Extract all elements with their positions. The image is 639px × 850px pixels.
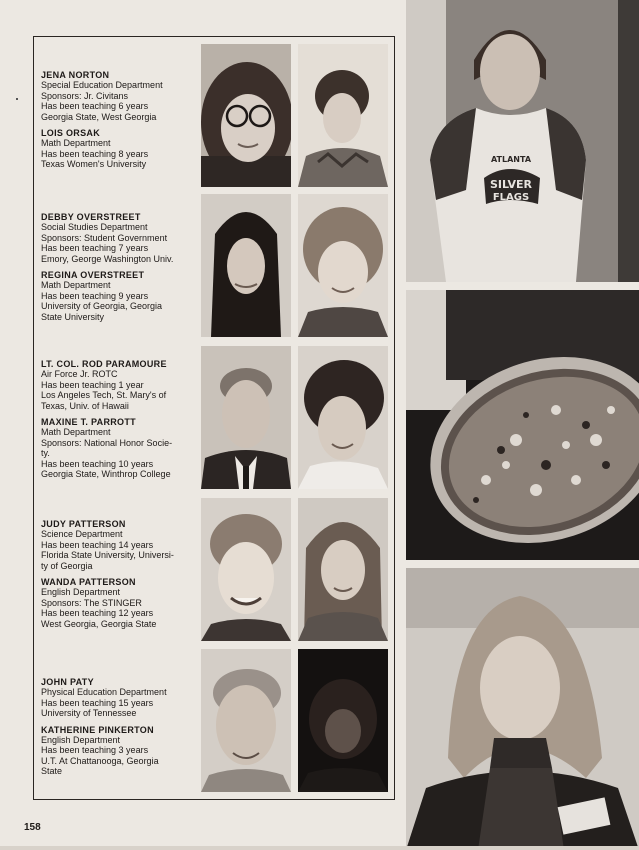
faculty-detail: U.T. At Chattanooga, Georgia [41, 755, 159, 766]
faculty-detail: Texas, Univ. of Hawaii [41, 400, 129, 411]
faculty-detail: Georgia State, West Georgia [41, 111, 157, 122]
faculty-detail: Air Force Jr. ROTC [41, 369, 118, 380]
faculty-detail: Social Studies Department [41, 222, 148, 233]
page-number: 158 [24, 822, 41, 833]
faculty-detail: Math Department [41, 280, 111, 291]
faculty-name: LOIS ORSAK [41, 128, 101, 139]
faculty-detail: Texas Women's University [41, 159, 147, 170]
shirt-text-line3: FLAGS [492, 192, 530, 203]
faculty-detail: ty of Georgia [41, 560, 93, 571]
portrait-pinkerton [298, 649, 388, 792]
portrait-paty [201, 649, 291, 792]
portrait-judy-patterson [201, 498, 291, 641]
print-mark [16, 98, 18, 100]
faculty-detail: Physical Education Department [41, 687, 167, 698]
faculty-detail: Has been teaching 3 years [41, 745, 149, 756]
faculty-detail: Sponsors: National Honor Socie- [41, 437, 173, 448]
faculty-detail: Has been teaching 7 years [41, 243, 149, 254]
faculty-detail: Special Education Department [41, 80, 163, 91]
faculty-entry-overstreet [41, 212, 201, 322]
shirt-text-line1: ATLANTA [490, 155, 532, 164]
faculty-detail: Has been teaching 12 years [41, 608, 154, 619]
portrait-regina-overstreet [298, 194, 388, 337]
pizza-photo [406, 290, 639, 560]
faculty-detail: University of Tennessee [41, 708, 137, 719]
faculty-detail: Florida State University, Universi- [41, 550, 174, 561]
faculty-detail: Has been teaching 1 year [41, 379, 144, 390]
faculty-name: WANDA PATTERSON [41, 577, 136, 588]
portrait-wanda-patterson [298, 498, 388, 641]
faculty-name: JOHN PATY [41, 677, 94, 687]
shirt-text-line2: SILVER [489, 178, 533, 191]
faculty-detail: West Georgia, Georgia State [41, 618, 157, 629]
faculty-detail: Sponsors: Jr. Civitans [41, 90, 129, 101]
faculty-detail: Georgia State, Winthrop College [41, 469, 171, 480]
faculty-detail: English Department [41, 735, 121, 746]
faculty-detail: Has been teaching 6 years [41, 101, 149, 112]
student-girl-photo [406, 568, 639, 850]
faculty-detail: ty. [41, 448, 50, 459]
faculty-name: DEBBY OVERSTREET [41, 212, 141, 222]
faculty-detail: Has been teaching 15 years [41, 697, 154, 708]
faculty-name: MAXINE T. PARROTT [41, 417, 136, 428]
faculty-name: KATHERINE PINKERTON [41, 724, 154, 735]
faculty-detail: Has been teaching 14 years [41, 539, 154, 550]
portrait-norton [201, 44, 291, 187]
faculty-detail: English Department [41, 587, 121, 598]
portrait-parrott [298, 346, 388, 489]
faculty-detail: Math Department [41, 138, 111, 149]
faculty-name: JUDY PATTERSON [41, 519, 126, 529]
faculty-detail: Has been teaching 9 years [41, 290, 149, 301]
portrait-paramoure [201, 346, 291, 489]
portrait-orsak [298, 44, 388, 187]
faculty-detail: Sponsors: Student Government [41, 232, 168, 243]
faculty-entry-norton [41, 70, 201, 170]
faculty-entry-paramoure [41, 359, 201, 479]
page-edge [0, 846, 639, 850]
faculty-detail: Has been teaching 10 years [41, 458, 154, 469]
faculty-detail: Math Department [41, 427, 111, 438]
faculty-detail: Emory, George Washington Univ. [41, 253, 174, 264]
faculty-detail: Science Department [41, 529, 123, 540]
faculty-entry-patterson [41, 519, 201, 629]
faculty-entry-paty [41, 677, 201, 777]
faculty-name: LT. COL. ROD PARAMOURE [41, 359, 167, 369]
faculty-detail: Los Angeles Tech, St. Mary's of [41, 390, 167, 401]
faculty-name: REGINA OVERSTREET [41, 270, 145, 281]
faculty-detail: State [41, 766, 63, 777]
faculty-detail: University of Georgia, Georgia [41, 301, 163, 312]
faculty-detail: State University [41, 311, 105, 322]
faculty-name: JENA NORTON [41, 70, 110, 80]
portrait-debby-overstreet [201, 194, 291, 337]
student-photo [406, 0, 639, 282]
faculty-detail: Sponsors: The STINGER [41, 597, 142, 608]
faculty-detail: Has been teaching 8 years [41, 148, 149, 159]
